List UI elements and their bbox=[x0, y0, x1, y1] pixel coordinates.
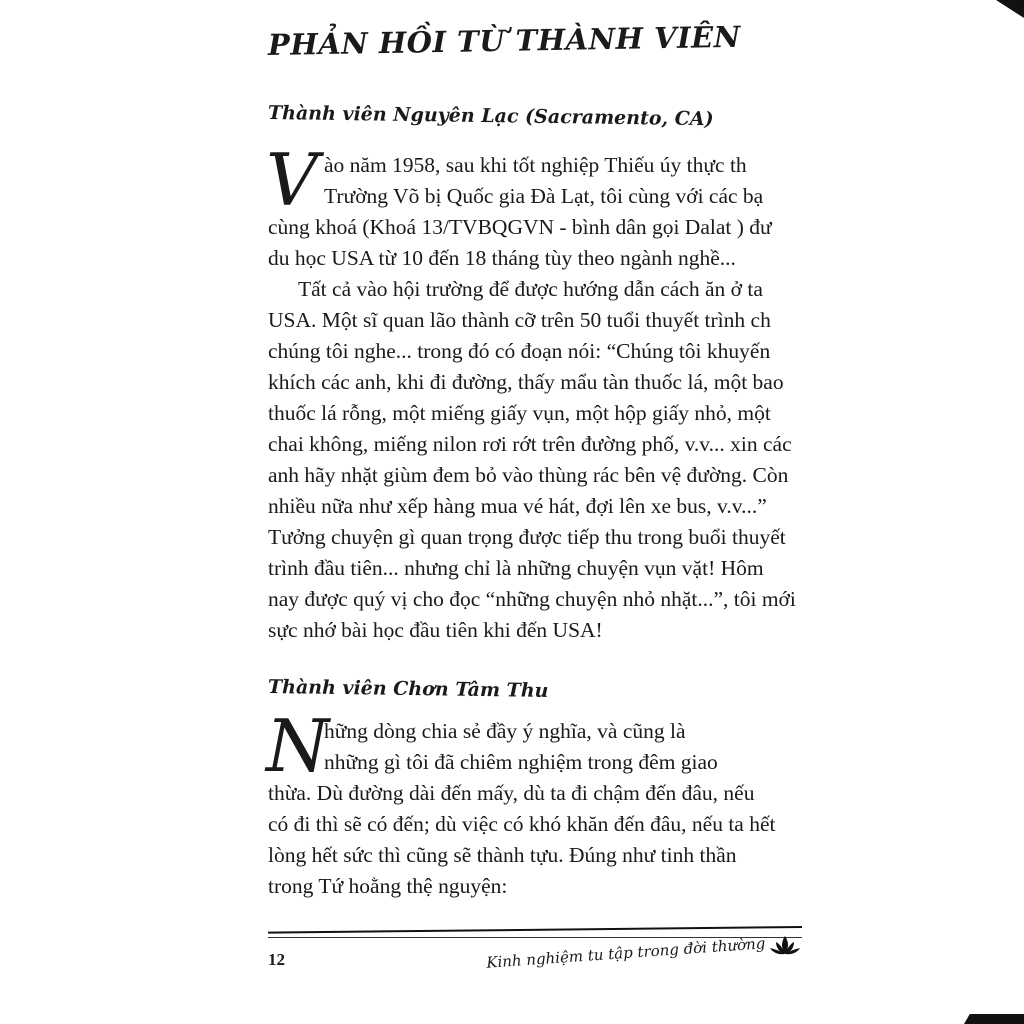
text-line: thừa. Dù đường dài đến mấy, dù ta đi chậm đến đâu, nếu bbox=[268, 781, 755, 805]
text-line: ào năm 1958, sau khi tốt nghiệp Thiếu úy thực th bbox=[324, 153, 747, 177]
text-line: Tất cả vào hội trường để được hướng dẫn cách ăn ở ta bbox=[298, 277, 763, 301]
member-feedback-section bbox=[268, 676, 813, 902]
page-corner-shadow bbox=[964, 1014, 1024, 1024]
text-line: USA. Một sĩ quan lão thành cỡ trên 50 tuổi thuyết trình ch bbox=[268, 308, 771, 332]
drop-cap-letter: N bbox=[266, 704, 329, 788]
page-number: 12 bbox=[268, 950, 285, 969]
drop-cap-letter: V bbox=[266, 138, 318, 222]
text-line: anh hãy nhặt giùm đem bỏ vào thùng rác bên vệ đường. Còn bbox=[268, 463, 789, 487]
page-footer bbox=[268, 926, 802, 972]
text-line: thuốc lá rỗng, một miếng giấy vụn, một hộp giấy nhỏ, một bbox=[268, 401, 771, 425]
text-line: du học USA từ 10 đến 18 tháng tùy theo ngành nghề... bbox=[268, 246, 736, 270]
member-name: Thành viên Nguyên Lạc (Sacramento, CA) bbox=[267, 102, 714, 131]
member-feedback-section bbox=[268, 102, 813, 646]
dropcap-paragraph bbox=[266, 704, 813, 902]
text-line: chúng tôi nghe... trong đó có đoạn nói: “Chúng tôi khuyến bbox=[268, 339, 771, 363]
footer-divider bbox=[268, 926, 802, 934]
text-line: Trường Võ bị Quốc gia Đà Lạt, tôi cùng với các bạ bbox=[324, 184, 764, 208]
text-line: trong Tứ hoằng thệ nguyện: bbox=[268, 874, 508, 898]
text-line: khích các anh, khi đi đường, thấy mẩu tàn thuốc lá, một bao bbox=[268, 370, 784, 394]
member-name: Thành viên Chơn Tâm Thu bbox=[267, 676, 549, 702]
text-line: trình đầu tiên... nhưng chỉ là những chuyện vụn vặt! Hôm bbox=[268, 556, 764, 580]
paragraph bbox=[268, 274, 813, 646]
paragraph bbox=[268, 150, 813, 274]
page-corner-shadow bbox=[996, 0, 1024, 18]
dropcap-paragraph bbox=[266, 138, 813, 274]
text-line: những gì tôi đã chiêm nghiệm trong đêm giao bbox=[324, 750, 718, 774]
paragraph bbox=[268, 716, 813, 902]
lotus-icon bbox=[768, 934, 802, 958]
text-line: Tưởng chuyện gì quan trọng được tiếp thu trong buổi thuyết bbox=[268, 525, 786, 549]
text-line: có đi thì sẽ có đến; dù việc có khó khăn đến đâu, nếu ta hết bbox=[268, 812, 776, 836]
text-line: nay được quý vị cho đọc “những chuyện nhỏ nhặt...”, tôi mới bbox=[268, 587, 796, 611]
chapter-title: PHẢN HỒI TỪ THÀNH VIÊN bbox=[267, 19, 741, 62]
text-line: cùng khoá (Khoá 13/TVBQGVN - bình dân gọi Dalat ) đư bbox=[268, 215, 772, 239]
text-line: hững dòng chia sẻ đầy ý nghĩa, và cũng là bbox=[324, 719, 686, 743]
text-line: chai không, miếng nilon rơi rớt trên đường phố, v.v... xin các bbox=[268, 432, 792, 456]
text-line: nhiều nữa như xếp hàng mua vé hát, đợi lên xe bus, v.v...” bbox=[268, 494, 767, 518]
book-page bbox=[266, 19, 813, 902]
running-title: Kinh nghiệm tu tập trong đời thường bbox=[486, 934, 767, 972]
text-line: lòng hết sức thì cũng sẽ thành tựu. Đúng như tinh thần bbox=[268, 843, 737, 867]
text-line: sực nhớ bài học đầu tiên khi đến USA! bbox=[268, 618, 603, 642]
